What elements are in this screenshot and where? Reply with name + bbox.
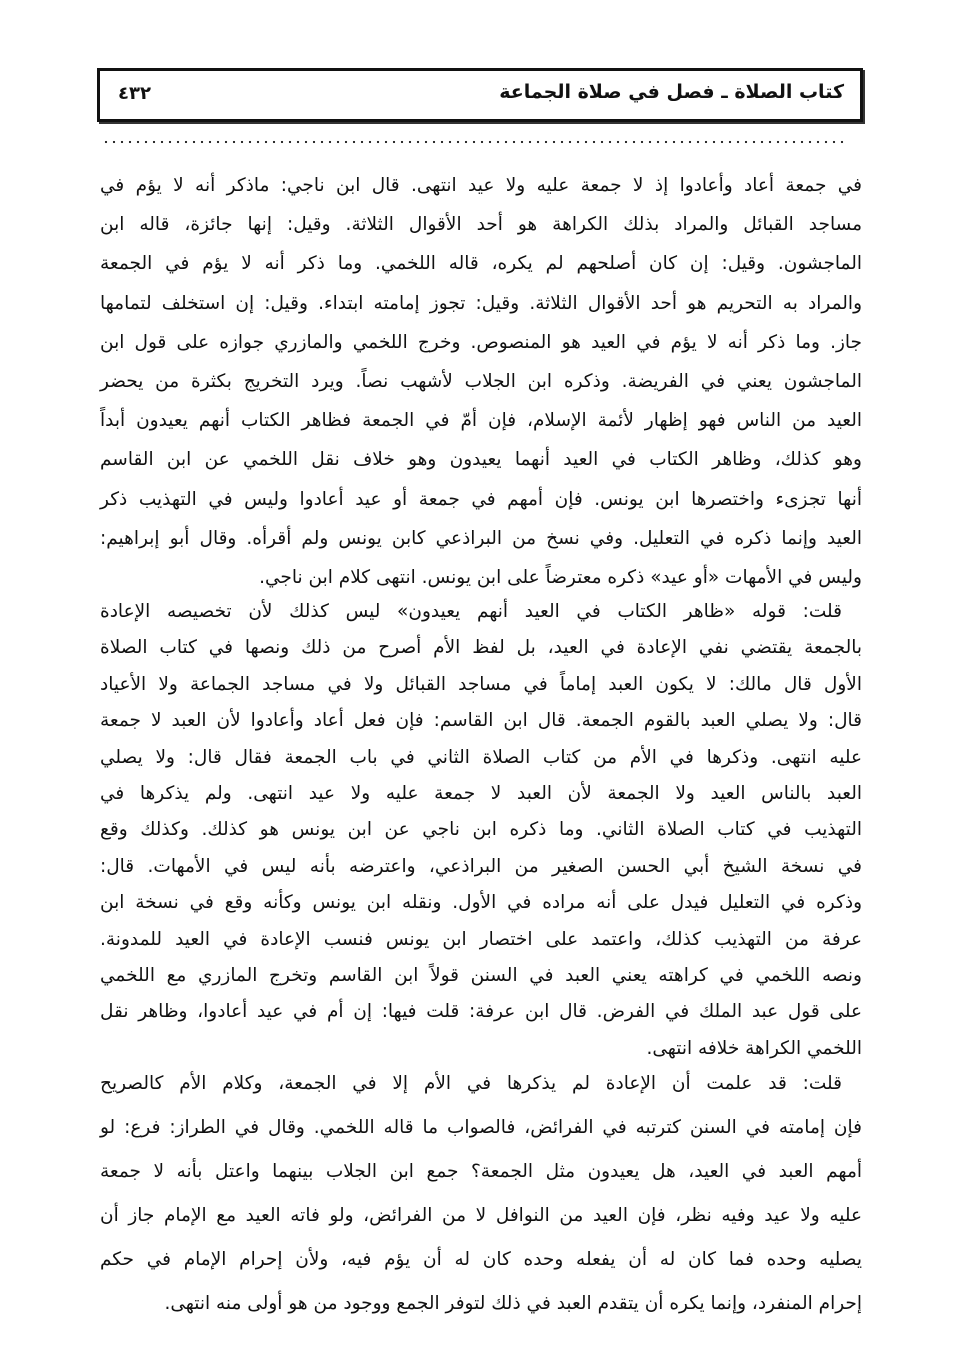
- text-line: ونصه اللخمي في كراهته يعني العبد في السنن قولاً ابن القاسم وتخرج المازري مع اللخمي: [100, 964, 862, 986]
- text-line: بالجمعة يقتضي نفي الإعادة في العيد، بل لفظ الأم أصرح من ذلك ونصها في كتاب الصلاة: [100, 637, 862, 659]
- text-line: وهو كذلك، وظاهر الكتاب في العيد أنهما يعيدون وهو خلاف نقل اللخمي عن ابن القاسم: [100, 449, 862, 471]
- text-line: عرفة من التهذيب كذلك، واعتمد على اختصار ابن يونس فنسب الإعادة في العيد للمدونة.: [100, 928, 862, 950]
- text-line: والمراد به التحريم هو أحد الأقوال الثلاثة. وقيل: تجوز إمامته ابتداء. وقيل: إن استخلف لتمامها: [100, 292, 862, 314]
- text-line: مساجد القبائل والمراد بذلك الكراهة هو أحد الأقوال الثلاثة. وقيل: إنها جائزة، قاله ابن: [100, 214, 862, 236]
- text-line: في نسخة الشيخ أبي الحسن الصغير من البراذعي، واعترضه بأنه ليس في الأمهات. قال:: [100, 855, 862, 877]
- paragraph-1: [100, 166, 862, 597]
- text-line: وذكره في التعليل فيدل على أنه مراده في الأول. ونقله ابن يونس وكأنه وقع في نسخة ابن: [100, 892, 862, 914]
- text-line: العبد بالناس العيد ولا الجمعة لأن العبد لا جمعة عليه ولا عيد انتهى. ولم يذكرها في: [100, 782, 862, 804]
- text-line: الماجشون يعني في الفريضة. وذكره ابن الجلاب لأشهب نصاً. ويرد التخريج بكثرة من يحضر: [100, 370, 862, 392]
- text-line: جاز. وما ذكر أنه لا يؤم في العيد هو المنصوص. وخرج اللخمي والمازري جوازه على قول ابن: [100, 331, 862, 353]
- text-line: عليه انتهى. وذكرها في الأم من كتاب الصلاة الثاني في باب الجمعة فقال قال: ولا يصلي: [100, 746, 862, 768]
- text-line: أنها تجزىء واختصرها ابن يونس. فإن أمهم في جمعة أو عيد أعادوا وليس في التهذيب ذكر: [100, 488, 862, 510]
- text-line: العيد وإنما ذكره في التعليل. وفي نسخ من البراذعي كابن يونس ولم أقرأه. وقال أبو إبراهيم:: [100, 527, 862, 549]
- text-line: فإن إمامته في السنن كترتبه في الفرائض، فالصواب ما قاله اللخمي. وقال في الطراز: فرع: لو: [100, 1117, 862, 1138]
- chapter-title: كتاب الصلاة ـ فصل في صلاة الجماعة: [499, 81, 844, 103]
- page-number: ٤٣٢: [118, 83, 151, 104]
- text-line: قلت: قد علمت أن الإعادة لم يذكرها في الأم إلا في الجمعة، وكلام الأم كالصريح: [100, 1073, 842, 1094]
- text-line: اللخمي الكراهة خلافه انتهى.: [646, 1037, 862, 1059]
- text-line: التهذيب في كتاب الصلاة الثاني. وما ذكره ابن ناجي عن ابن يونس هو كذلك. وكذلك وقع: [100, 819, 862, 841]
- text-line: قال: ولا يصلي العبد بالقوم الجمعة. قال ابن القاسم: فإن فعل أعاد وأعادوا لأن العبد لا جمعة: [100, 710, 862, 732]
- text-line: قلت: قوله «ظاهر الكتاب في العيد أنهم يعيدون» ليس كذلك لأن تخصيصه الإعادة: [100, 601, 842, 622]
- text-line: عليه ولا عيد وفيه نظر، فإن العيد من النوافل لا من الفرائض، ولو فاته العيد مع الإمام جاز أن: [100, 1205, 862, 1226]
- text-line: يصليه وحده فما كان له أن يفعله وحده كان له أن يؤم فيه، ولأن إحرام الإمام في حكم: [100, 1249, 862, 1270]
- running-header: [97, 68, 863, 122]
- text-line: الماجشون. وقيل: إن كان أصلحهم لم يكره، قاله اللخمي. وما ذكر أنه لا يؤم في الجمعة: [100, 253, 862, 275]
- text-line: أمهم العبد في العيد، هل يعيدون مثل الجمعة؟ جمع ابن الجلاب بينهما واعتل بأنه لا جمعة: [100, 1161, 862, 1182]
- dotted-divider: [102, 140, 847, 144]
- text-line: الأول قال مالك: لا يكون العبد إماماً في مساجد القبائل ولا في مساجد الجماعة ولا الأعياد: [100, 673, 862, 695]
- text-line: في جمعة أعاد وأعادوا إذ لا جمعة عليه ولا عيد انتهى. قال ابن ناجي: ماذكر أنه لا يؤم في: [100, 175, 862, 196]
- text-line: إحرام المنفرد، وإنما يكره أن يتقدم العبد في ذلك لتوفر الجمع ووجود من هو أولى منه انتهى.: [164, 1293, 862, 1314]
- text-line: على قول عبد الملك في الفرض. قال ابن عرفة: قلت فيها: إن أم في عيد أعادوا، وظاهر نقل: [100, 1001, 862, 1023]
- text-line: وليس في الأمهات «أو عيد» ذكره معترضاً على ابن يونس. انتهى كلام ابن ناجي.: [259, 566, 862, 588]
- paragraph-2: [100, 594, 862, 1067]
- text-line: العيد من الناس فهو إظهار لأئمة الإسلام، فإن أمّ في الجمعة فظاهر الكتاب أنهم يعيدون أبداً: [100, 410, 862, 432]
- paragraph-3: [100, 1062, 862, 1326]
